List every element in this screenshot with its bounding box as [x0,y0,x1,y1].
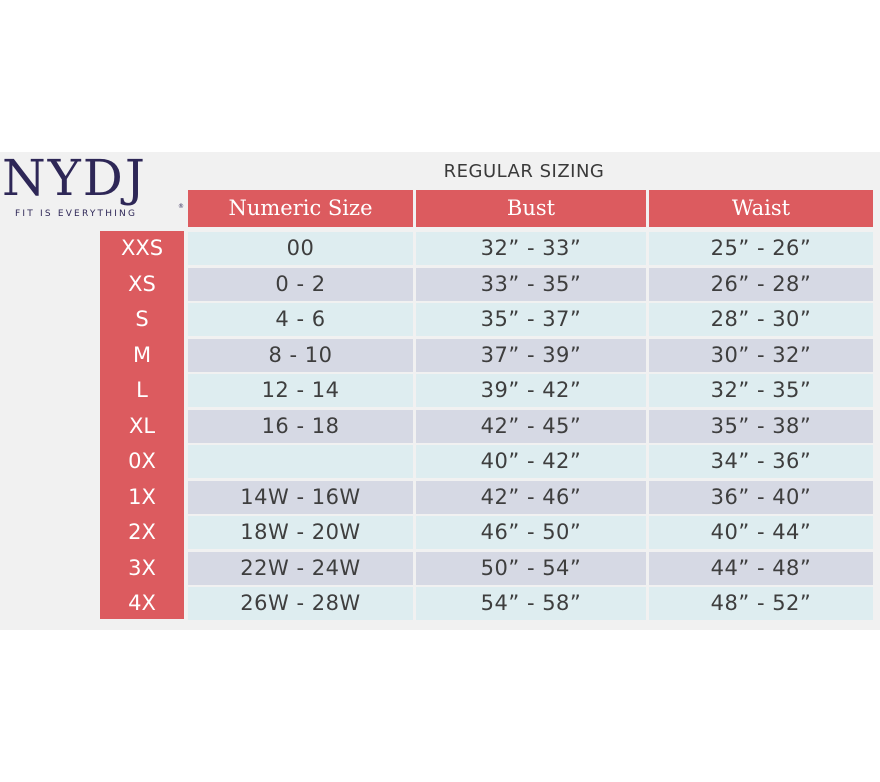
bust-cell: 40” - 42” [416,445,646,478]
registered-mark: ® [178,203,184,210]
table-row [188,587,873,620]
table-row [188,516,873,549]
numeric-size-cell: 16 - 18 [188,410,413,443]
brand-logo [0,149,186,222]
numeric-size-cell: 26W - 28W [188,587,413,620]
waist-cell: 30” - 32” [649,339,873,372]
table-row [188,552,873,585]
waist-cell: 26” - 28” [649,268,873,301]
bust-cell: 50” - 54” [416,552,646,585]
size-label: 1X [128,484,156,509]
table-row [188,374,873,407]
size-label: 2X [128,520,156,544]
bust-cell: 32” - 33” [416,232,646,265]
table-row [188,303,873,336]
numeric-size-cell: 14W - 16W [188,481,413,514]
header-bust: Bust [416,190,646,227]
size-label: 0X [128,449,156,473]
numeric-size-cell: 18W - 20W [188,516,413,549]
numeric-size-cell: 00 [188,232,413,265]
bust-cell: 54” - 58” [416,587,646,620]
bust-cell: 42” - 46” [416,481,646,514]
size-label: XL [128,413,156,438]
size-label-column [100,231,184,619]
table-row [188,445,873,478]
waist-cell: 34” - 36” [649,445,873,478]
table-row [188,410,873,443]
header-waist: Waist [649,190,873,227]
numeric-size-cell: 4 - 6 [188,303,413,336]
table-title: REGULAR SIZING [443,161,605,182]
numeric-size-cell: 22W - 24W [188,552,413,585]
numeric-size-cell: 8 - 10 [188,339,413,372]
brand-tagline: FIT IS EVERYTHING [15,209,138,219]
header-numeric-size: Numeric Size [188,190,413,227]
bust-cell: 42” - 45” [416,410,646,443]
numeric-size-cell [188,445,413,478]
table-row [188,232,873,265]
size-label: M [132,342,152,367]
numeric-size-cell: 0 - 2 [188,268,413,301]
waist-cell: 32” - 35” [649,374,873,407]
waist-cell: 40” - 44” [649,516,873,549]
size-label: L [136,378,148,402]
waist-cell: 25” - 26” [649,232,873,265]
table-row [188,268,873,301]
bust-cell: 39” - 42” [416,374,646,407]
size-label: XXS [120,236,164,260]
size-label: 3X [128,555,156,580]
bust-cell: 35” - 37” [416,303,646,336]
bust-cell: 37” - 39” [416,339,646,372]
waist-cell: 48” - 52” [649,587,873,620]
table-row [188,339,873,372]
size-label: S [135,307,149,331]
size-label: XS [128,271,156,296]
numeric-size-cell: 12 - 14 [188,374,413,407]
waist-cell: 35” - 38” [649,410,873,443]
size-label: 4X [128,591,156,615]
table-row [188,481,873,514]
bust-cell: 33” - 35” [416,268,646,301]
waist-cell: 44” - 48” [649,552,873,585]
waist-cell: 36” - 40” [649,481,873,514]
brand-name: NYDJ [2,149,147,207]
bust-cell: 46” - 50” [416,516,646,549]
waist-cell: 28” - 30” [649,303,873,336]
